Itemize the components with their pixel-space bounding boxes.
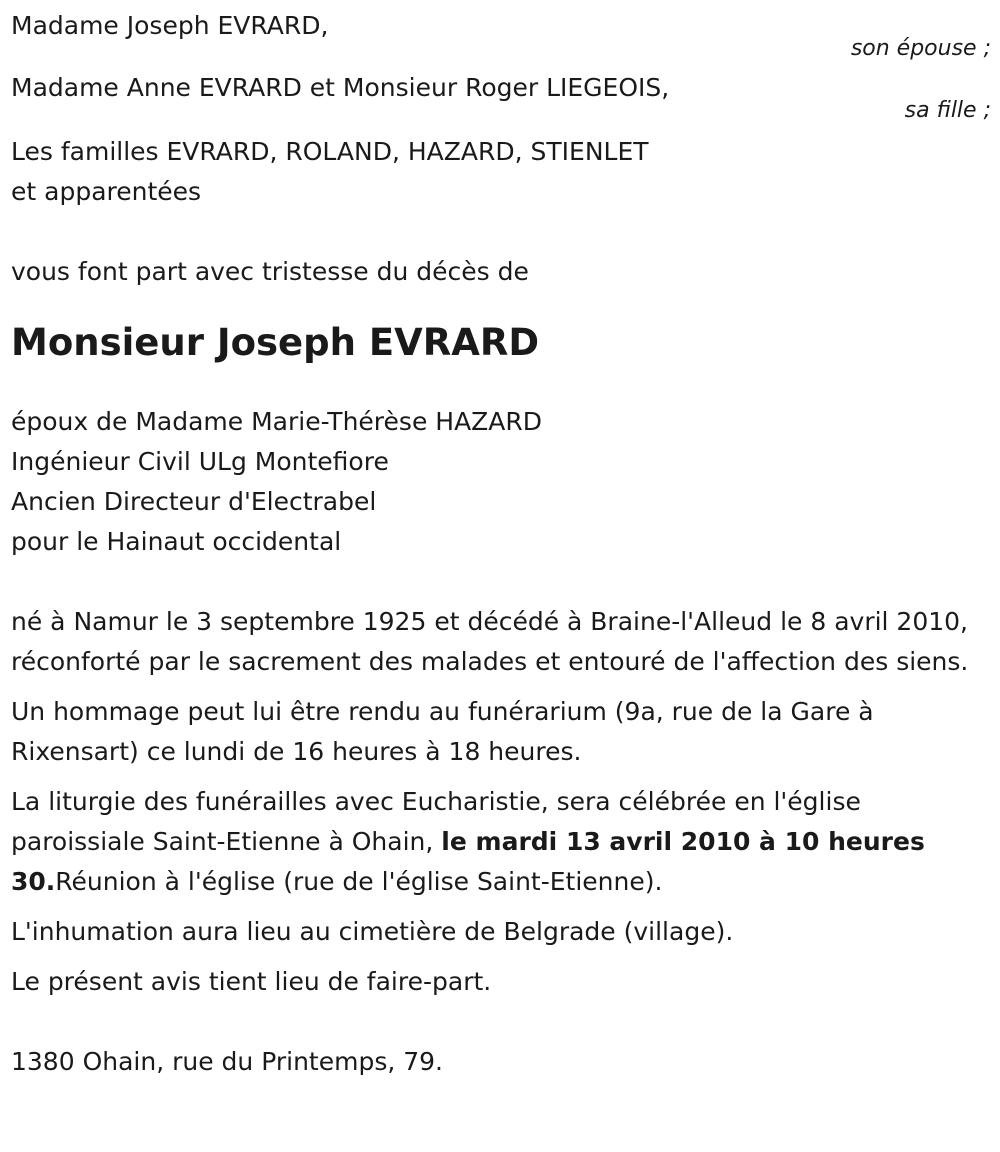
liturgy-text: La liturgie des funérailles avec Eucharistie, sera célébrée en l'église paroissiale Saint-Etienne à Ohain, — [11, 787, 861, 856]
announcement-text: vous font part avec tristesse du décès de — [11, 257, 529, 286]
address: 1380 Ohain, rue du Printemps, 79. — [11, 1047, 443, 1076]
obituary-notice — [11, 0, 991, 1082]
daughter-block — [11, 62, 991, 124]
families-block — [11, 124, 991, 212]
liturgy-paragraph — [11, 782, 991, 902]
homage-paragraph: Un hommage peut lui être rendu au funérarium (9a, rue de la Gare à Rixensart) ce lundi de 16 heures à 18 heures. — [11, 697, 874, 766]
detail-degree: Ingénieur Civil ULg Montefiore — [11, 447, 389, 476]
wife-relation: son épouse ; — [850, 36, 991, 61]
detail-region: pour le Hainaut occidental — [11, 527, 342, 556]
birth-death-paragraph: né à Namur le 3 septembre 1925 et décédé à Braine-l'Alleud le 8 avril 2010, réconforté par le sacrement des malades et entouré de l'affection des siens. — [11, 607, 969, 676]
daughter-name: Madame Anne EVRARD et Monsieur Roger LIEGEOIS, — [11, 73, 670, 102]
burial-paragraph: L'inhumation aura lieu au cimetière de Belgrade (village). — [11, 917, 734, 946]
daughter-relation: sa fille ; — [904, 98, 991, 123]
detail-spouse: époux de Madame Marie-Thérèse HAZARD — [11, 407, 543, 436]
deceased-name: Monsieur Joseph EVRARD — [11, 321, 540, 364]
liturgy-date-time: le mardi 13 avril 2010 à 10 heures 30. — [11, 827, 925, 896]
notice-paragraph: Le présent avis tient lieu de faire-part. — [11, 967, 492, 996]
detail-position: Ancien Directeur d'Electrabel — [11, 487, 377, 516]
liturgy-meeting: Réunion à l'église (rue de l'église Saint-Etienne). — [55, 867, 663, 896]
families-line-1: Les familles EVRARD, ROLAND, HAZARD, STIENLET — [11, 137, 649, 166]
families-line-2: et apparentées — [11, 177, 202, 206]
wife-block — [11, 0, 991, 62]
deceased-details — [11, 402, 991, 562]
wife-name: Madame Joseph EVRARD, — [11, 11, 329, 40]
